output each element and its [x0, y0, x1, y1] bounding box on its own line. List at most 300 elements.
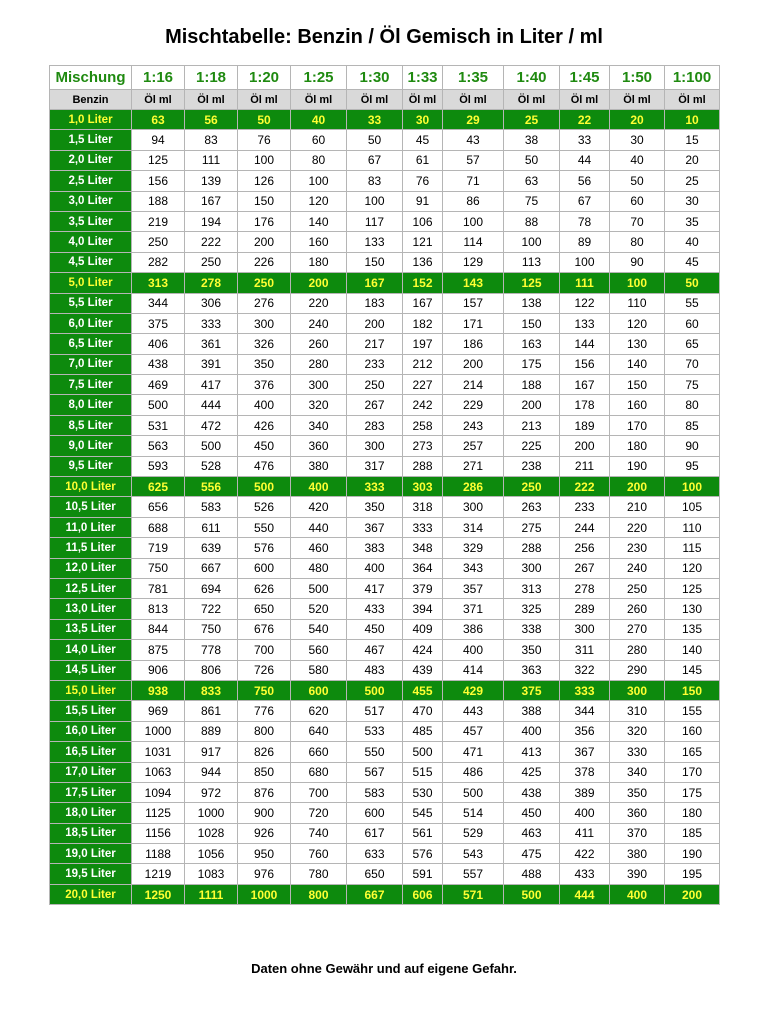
oil-amount-cell: 200: [347, 313, 403, 333]
oil-amount-cell: 550: [347, 742, 403, 762]
fuel-volume-label: 13,5 Liter: [50, 619, 132, 639]
oil-amount-cell: 86: [443, 191, 504, 211]
oil-amount-cell: 1031: [132, 742, 185, 762]
oil-amount-cell: 100: [291, 171, 347, 191]
oil-amount-cell: 50: [238, 110, 291, 130]
oil-amount-cell: 155: [665, 701, 720, 721]
oil-amount-cell: 222: [560, 477, 610, 497]
table-row: [50, 191, 720, 211]
oil-amount-cell: 700: [238, 640, 291, 660]
oil-amount-cell: 667: [185, 558, 238, 578]
table-body: [50, 110, 720, 905]
oil-amount-cell: 325: [504, 599, 560, 619]
oil-amount-cell: 90: [665, 436, 720, 456]
oil-amount-cell: 125: [504, 273, 560, 293]
oil-amount-cell: 25: [504, 110, 560, 130]
ratio-header: 1:30: [347, 66, 403, 90]
oil-amount-cell: 380: [291, 456, 347, 476]
oil-amount-cell: 238: [504, 456, 560, 476]
oil-amount-cell: 444: [185, 395, 238, 415]
oil-amount-cell: 303: [403, 477, 443, 497]
oil-amount-cell: 200: [291, 273, 347, 293]
oil-amount-cell: 120: [665, 558, 720, 578]
fuel-volume-label: 7,5 Liter: [50, 375, 132, 395]
oil-amount-cell: 222: [185, 232, 238, 252]
table-row: [50, 110, 720, 130]
oil-amount-cell: 426: [238, 415, 291, 435]
oil-amount-cell: 180: [291, 252, 347, 272]
oil-amount-cell: 150: [665, 680, 720, 700]
oil-amount-cell: 40: [291, 110, 347, 130]
fuel-volume-label: 2,5 Liter: [50, 171, 132, 191]
oil-amount-cell: 413: [504, 742, 560, 762]
oil-amount-cell: 40: [665, 232, 720, 252]
oil-amount-cell: 160: [291, 232, 347, 252]
fuel-volume-label: 2,0 Liter: [50, 150, 132, 170]
oil-amount-cell: 329: [443, 538, 504, 558]
oil-amount-cell: 288: [504, 538, 560, 558]
table-row: [50, 742, 720, 762]
oil-amount-cell: 1188: [132, 844, 185, 864]
fuel-volume-label: 14,0 Liter: [50, 640, 132, 660]
ratio-header-row: [50, 66, 720, 90]
oil-amount-cell: 185: [665, 823, 720, 843]
oil-amount-cell: 361: [185, 334, 238, 354]
oil-amount-cell: 120: [291, 191, 347, 211]
table-row: [50, 721, 720, 741]
oil-amount-cell: 450: [504, 803, 560, 823]
oil-amount-cell: 576: [403, 844, 443, 864]
page-title: Mischtabelle: Benzin / Öl Gemisch in Liter / ml: [165, 26, 603, 48]
oil-amount-cell: 340: [610, 762, 665, 782]
unit-header: Öl ml: [185, 90, 238, 110]
oil-amount-cell: 194: [185, 211, 238, 231]
oil-amount-cell: 70: [610, 211, 665, 231]
oil-amount-cell: 326: [238, 334, 291, 354]
oil-amount-cell: 258: [403, 415, 443, 435]
oil-amount-cell: 443: [443, 701, 504, 721]
oil-amount-cell: 500: [403, 742, 443, 762]
oil-amount-cell: 876: [238, 782, 291, 802]
oil-amount-cell: 80: [610, 232, 665, 252]
fuel-volume-label: 15,0 Liter: [50, 680, 132, 700]
oil-amount-cell: 61: [403, 150, 443, 170]
oil-amount-cell: 167: [185, 191, 238, 211]
oil-amount-cell: 29: [443, 110, 504, 130]
unit-header: Öl ml: [238, 90, 291, 110]
fuel-volume-label: 19,5 Liter: [50, 864, 132, 884]
oil-amount-cell: 1125: [132, 803, 185, 823]
oil-amount-cell: 30: [665, 191, 720, 211]
oil-amount-cell: 378: [560, 762, 610, 782]
oil-amount-cell: 276: [238, 293, 291, 313]
unit-header: Öl ml: [610, 90, 665, 110]
oil-amount-cell: 65: [665, 334, 720, 354]
oil-amount-cell: 212: [403, 354, 443, 374]
oil-amount-cell: 1028: [185, 823, 238, 843]
fuel-volume-label: 8,5 Liter: [50, 415, 132, 435]
oil-amount-cell: 188: [504, 375, 560, 395]
oil-amount-cell: 1056: [185, 844, 238, 864]
fuel-volume-label: 3,5 Liter: [50, 211, 132, 231]
oil-amount-cell: 639: [185, 538, 238, 558]
oil-amount-cell: 348: [403, 538, 443, 558]
oil-amount-cell: 580: [291, 660, 347, 680]
oil-amount-cell: 409: [403, 619, 443, 639]
oil-amount-cell: 475: [504, 844, 560, 864]
fuel-volume-label: 16,0 Liter: [50, 721, 132, 741]
oil-amount-cell: 926: [238, 823, 291, 843]
oil-amount-cell: 318: [403, 497, 443, 517]
oil-amount-cell: 400: [610, 884, 665, 904]
table-row: [50, 558, 720, 578]
unit-header: Öl ml: [560, 90, 610, 110]
fuel-volume-label: 13,0 Liter: [50, 599, 132, 619]
table-row: [50, 762, 720, 782]
oil-amount-cell: 422: [560, 844, 610, 864]
oil-amount-cell: 800: [291, 884, 347, 904]
oil-amount-cell: 370: [610, 823, 665, 843]
oil-amount-cell: 122: [560, 293, 610, 313]
oil-amount-cell: 719: [132, 538, 185, 558]
oil-amount-cell: 275: [504, 517, 560, 537]
oil-amount-cell: 240: [610, 558, 665, 578]
oil-amount-cell: 190: [665, 844, 720, 864]
oil-amount-cell: 250: [504, 477, 560, 497]
fuel-volume-label: 6,5 Liter: [50, 334, 132, 354]
oil-amount-cell: 83: [347, 171, 403, 191]
oil-amount-cell: 20: [610, 110, 665, 130]
oil-amount-cell: 357: [443, 578, 504, 598]
oil-amount-cell: 750: [132, 558, 185, 578]
oil-amount-cell: 95: [665, 456, 720, 476]
oil-amount-cell: 114: [443, 232, 504, 252]
oil-amount-cell: 115: [665, 538, 720, 558]
ratio-header: 1:40: [504, 66, 560, 90]
fuel-volume-label: 6,0 Liter: [50, 313, 132, 333]
table-row: [50, 864, 720, 884]
oil-amount-cell: 656: [132, 497, 185, 517]
oil-amount-cell: 219: [132, 211, 185, 231]
oil-amount-cell: 85: [665, 415, 720, 435]
oil-amount-cell: 440: [291, 517, 347, 537]
table-row: [50, 395, 720, 415]
fuel-volume-label: 10,0 Liter: [50, 477, 132, 497]
oil-amount-cell: 200: [665, 884, 720, 904]
ratio-header: 1:35: [443, 66, 504, 90]
fuel-volume-label: 11,5 Liter: [50, 538, 132, 558]
oil-amount-cell: 133: [560, 313, 610, 333]
ratio-header: 1:45: [560, 66, 610, 90]
oil-amount-cell: 861: [185, 701, 238, 721]
fuel-corner-label: Benzin: [50, 90, 132, 110]
unit-header: Öl ml: [132, 90, 185, 110]
oil-amount-cell: 313: [132, 273, 185, 293]
oil-amount-cell: 517: [347, 701, 403, 721]
oil-amount-cell: 1063: [132, 762, 185, 782]
ratio-header: 1:50: [610, 66, 665, 90]
oil-amount-cell: 591: [403, 864, 443, 884]
fuel-volume-label: 16,5 Liter: [50, 742, 132, 762]
oil-amount-cell: 531: [132, 415, 185, 435]
oil-amount-cell: 550: [238, 517, 291, 537]
oil-amount-cell: 78: [560, 211, 610, 231]
oil-amount-cell: 190: [610, 456, 665, 476]
oil-amount-cell: 680: [291, 762, 347, 782]
oil-amount-cell: 571: [443, 884, 504, 904]
oil-amount-cell: 140: [291, 211, 347, 231]
oil-amount-cell: 640: [291, 721, 347, 741]
oil-amount-cell: 500: [291, 578, 347, 598]
oil-amount-cell: 67: [347, 150, 403, 170]
oil-amount-cell: 417: [185, 375, 238, 395]
oil-amount-cell: 286: [443, 477, 504, 497]
unit-header-row: [50, 90, 720, 110]
oil-amount-cell: 533: [347, 721, 403, 741]
oil-amount-cell: 350: [504, 640, 560, 660]
oil-amount-cell: 121: [403, 232, 443, 252]
oil-amount-cell: 350: [238, 354, 291, 374]
oil-amount-cell: 200: [443, 354, 504, 374]
oil-amount-cell: 350: [610, 782, 665, 802]
oil-amount-cell: 83: [185, 130, 238, 150]
oil-amount-cell: 850: [238, 762, 291, 782]
oil-amount-cell: 240: [291, 313, 347, 333]
oil-amount-cell: 320: [291, 395, 347, 415]
oil-amount-cell: 167: [347, 273, 403, 293]
oil-amount-cell: 514: [443, 803, 504, 823]
table-row: [50, 844, 720, 864]
oil-amount-cell: 110: [665, 517, 720, 537]
table-row: [50, 293, 720, 313]
oil-amount-cell: 530: [403, 782, 443, 802]
oil-amount-cell: 889: [185, 721, 238, 741]
oil-amount-cell: 180: [665, 803, 720, 823]
oil-amount-cell: 111: [185, 150, 238, 170]
oil-amount-cell: 760: [291, 844, 347, 864]
oil-amount-cell: 110: [610, 293, 665, 313]
oil-amount-cell: 938: [132, 680, 185, 700]
oil-amount-cell: 650: [238, 599, 291, 619]
fuel-volume-label: 9,0 Liter: [50, 436, 132, 456]
fuel-volume-label: 17,0 Liter: [50, 762, 132, 782]
oil-amount-cell: 140: [665, 640, 720, 660]
oil-amount-cell: 60: [610, 191, 665, 211]
table-row: [50, 252, 720, 272]
oil-amount-cell: 833: [185, 680, 238, 700]
oil-amount-cell: 740: [291, 823, 347, 843]
oil-amount-cell: 540: [291, 619, 347, 639]
oil-amount-cell: 529: [443, 823, 504, 843]
oil-amount-cell: 343: [443, 558, 504, 578]
oil-amount-cell: 100: [610, 273, 665, 293]
oil-amount-cell: 515: [403, 762, 443, 782]
oil-amount-cell: 300: [347, 436, 403, 456]
fuel-volume-label: 7,0 Liter: [50, 354, 132, 374]
oil-amount-cell: 483: [347, 660, 403, 680]
oil-amount-cell: 460: [291, 538, 347, 558]
table-row: [50, 211, 720, 231]
oil-amount-cell: 256: [560, 538, 610, 558]
oil-amount-cell: 160: [665, 721, 720, 741]
oil-amount-cell: 113: [504, 252, 560, 272]
oil-amount-cell: 157: [443, 293, 504, 313]
oil-amount-cell: 356: [560, 721, 610, 741]
table-row: [50, 232, 720, 252]
oil-amount-cell: 467: [347, 640, 403, 660]
oil-amount-cell: 189: [560, 415, 610, 435]
oil-amount-cell: 400: [560, 803, 610, 823]
oil-amount-cell: 560: [291, 640, 347, 660]
oil-amount-cell: 520: [291, 599, 347, 619]
oil-amount-cell: 300: [291, 375, 347, 395]
oil-amount-cell: 375: [132, 313, 185, 333]
oil-amount-cell: 126: [238, 171, 291, 191]
oil-amount-cell: 50: [504, 150, 560, 170]
oil-amount-cell: 500: [185, 436, 238, 456]
disclaimer-text: Daten ohne Gewähr und auf eigene Gefahr.: [251, 961, 517, 976]
oil-amount-cell: 94: [132, 130, 185, 150]
oil-amount-cell: 386: [443, 619, 504, 639]
oil-amount-cell: 444: [560, 884, 610, 904]
oil-amount-cell: 333: [185, 313, 238, 333]
oil-amount-cell: 30: [610, 130, 665, 150]
oil-amount-cell: 210: [610, 497, 665, 517]
fuel-volume-label: 20,0 Liter: [50, 884, 132, 904]
oil-amount-cell: 826: [238, 742, 291, 762]
ratio-header: 1:25: [291, 66, 347, 90]
oil-amount-cell: 350: [347, 497, 403, 517]
oil-amount-cell: 722: [185, 599, 238, 619]
oil-amount-cell: 90: [610, 252, 665, 272]
oil-amount-cell: 150: [610, 375, 665, 395]
oil-amount-cell: 70: [665, 354, 720, 374]
oil-amount-cell: 200: [560, 436, 610, 456]
oil-amount-cell: 480: [291, 558, 347, 578]
oil-amount-cell: 250: [610, 578, 665, 598]
oil-amount-cell: 150: [347, 252, 403, 272]
oil-amount-cell: 15: [665, 130, 720, 150]
oil-amount-cell: 40: [610, 150, 665, 170]
oil-amount-cell: 780: [291, 864, 347, 884]
oil-amount-cell: 470: [403, 701, 443, 721]
oil-amount-cell: 433: [347, 599, 403, 619]
oil-amount-cell: 306: [185, 293, 238, 313]
oil-amount-cell: 130: [665, 599, 720, 619]
oil-amount-cell: 1000: [238, 884, 291, 904]
oil-amount-cell: 694: [185, 578, 238, 598]
oil-amount-cell: 150: [504, 313, 560, 333]
oil-amount-cell: 390: [610, 864, 665, 884]
oil-amount-cell: 500: [347, 680, 403, 700]
unit-header: Öl ml: [347, 90, 403, 110]
table-row: [50, 436, 720, 456]
oil-amount-cell: 156: [560, 354, 610, 374]
oil-amount-cell: 220: [291, 293, 347, 313]
oil-amount-cell: 288: [403, 456, 443, 476]
oil-amount-cell: 229: [443, 395, 504, 415]
oil-amount-cell: 650: [347, 864, 403, 884]
oil-amount-cell: 133: [347, 232, 403, 252]
oil-amount-cell: 45: [403, 130, 443, 150]
oil-amount-cell: 438: [132, 354, 185, 374]
oil-amount-cell: 38: [504, 130, 560, 150]
oil-amount-cell: 230: [610, 538, 665, 558]
oil-amount-cell: 263: [504, 497, 560, 517]
oil-amount-cell: 267: [560, 558, 610, 578]
oil-amount-cell: 311: [560, 640, 610, 660]
oil-amount-cell: 260: [291, 334, 347, 354]
oil-amount-cell: 1250: [132, 884, 185, 904]
fuel-volume-label: 3,0 Liter: [50, 191, 132, 211]
table-row: [50, 884, 720, 904]
oil-amount-cell: 250: [132, 232, 185, 252]
oil-amount-cell: 100: [560, 252, 610, 272]
table-row: [50, 477, 720, 497]
mixing-table: [49, 65, 720, 905]
oil-amount-cell: 543: [443, 844, 504, 864]
oil-amount-cell: 273: [403, 436, 443, 456]
unit-header: Öl ml: [291, 90, 347, 110]
oil-amount-cell: 330: [610, 742, 665, 762]
oil-amount-cell: 195: [665, 864, 720, 884]
table-row: [50, 680, 720, 700]
oil-amount-cell: 280: [291, 354, 347, 374]
oil-amount-cell: 67: [560, 191, 610, 211]
fuel-volume-label: 1,5 Liter: [50, 130, 132, 150]
oil-amount-cell: 250: [347, 375, 403, 395]
oil-amount-cell: 140: [610, 354, 665, 374]
oil-amount-cell: 130: [610, 334, 665, 354]
oil-amount-cell: 976: [238, 864, 291, 884]
oil-amount-cell: 143: [443, 273, 504, 293]
oil-amount-cell: 778: [185, 640, 238, 660]
oil-amount-cell: 1156: [132, 823, 185, 843]
oil-amount-cell: 91: [403, 191, 443, 211]
oil-amount-cell: 429: [443, 680, 504, 700]
oil-amount-cell: 472: [185, 415, 238, 435]
oil-amount-cell: 197: [403, 334, 443, 354]
oil-amount-cell: 270: [610, 619, 665, 639]
fuel-volume-label: 9,5 Liter: [50, 456, 132, 476]
oil-amount-cell: 160: [610, 395, 665, 415]
oil-amount-cell: 106: [403, 211, 443, 231]
oil-amount-cell: 389: [560, 782, 610, 802]
oil-amount-cell: 300: [504, 558, 560, 578]
oil-amount-cell: 100: [347, 191, 403, 211]
oil-amount-cell: 278: [560, 578, 610, 598]
oil-amount-cell: 414: [443, 660, 504, 680]
oil-amount-cell: 267: [347, 395, 403, 415]
oil-amount-cell: 561: [403, 823, 443, 843]
oil-amount-cell: 165: [665, 742, 720, 762]
oil-amount-cell: 486: [443, 762, 504, 782]
table-row: [50, 640, 720, 660]
oil-amount-cell: 611: [185, 517, 238, 537]
ratio-header: 1:33: [403, 66, 443, 90]
oil-amount-cell: 500: [238, 477, 291, 497]
oil-amount-cell: 700: [291, 782, 347, 802]
oil-amount-cell: 117: [347, 211, 403, 231]
oil-amount-cell: 360: [610, 803, 665, 823]
oil-amount-cell: 625: [132, 477, 185, 497]
table-row: [50, 130, 720, 150]
oil-amount-cell: 450: [238, 436, 291, 456]
oil-amount-cell: 875: [132, 640, 185, 660]
oil-amount-cell: 136: [403, 252, 443, 272]
oil-amount-cell: 433: [560, 864, 610, 884]
oil-amount-cell: 310: [610, 701, 665, 721]
